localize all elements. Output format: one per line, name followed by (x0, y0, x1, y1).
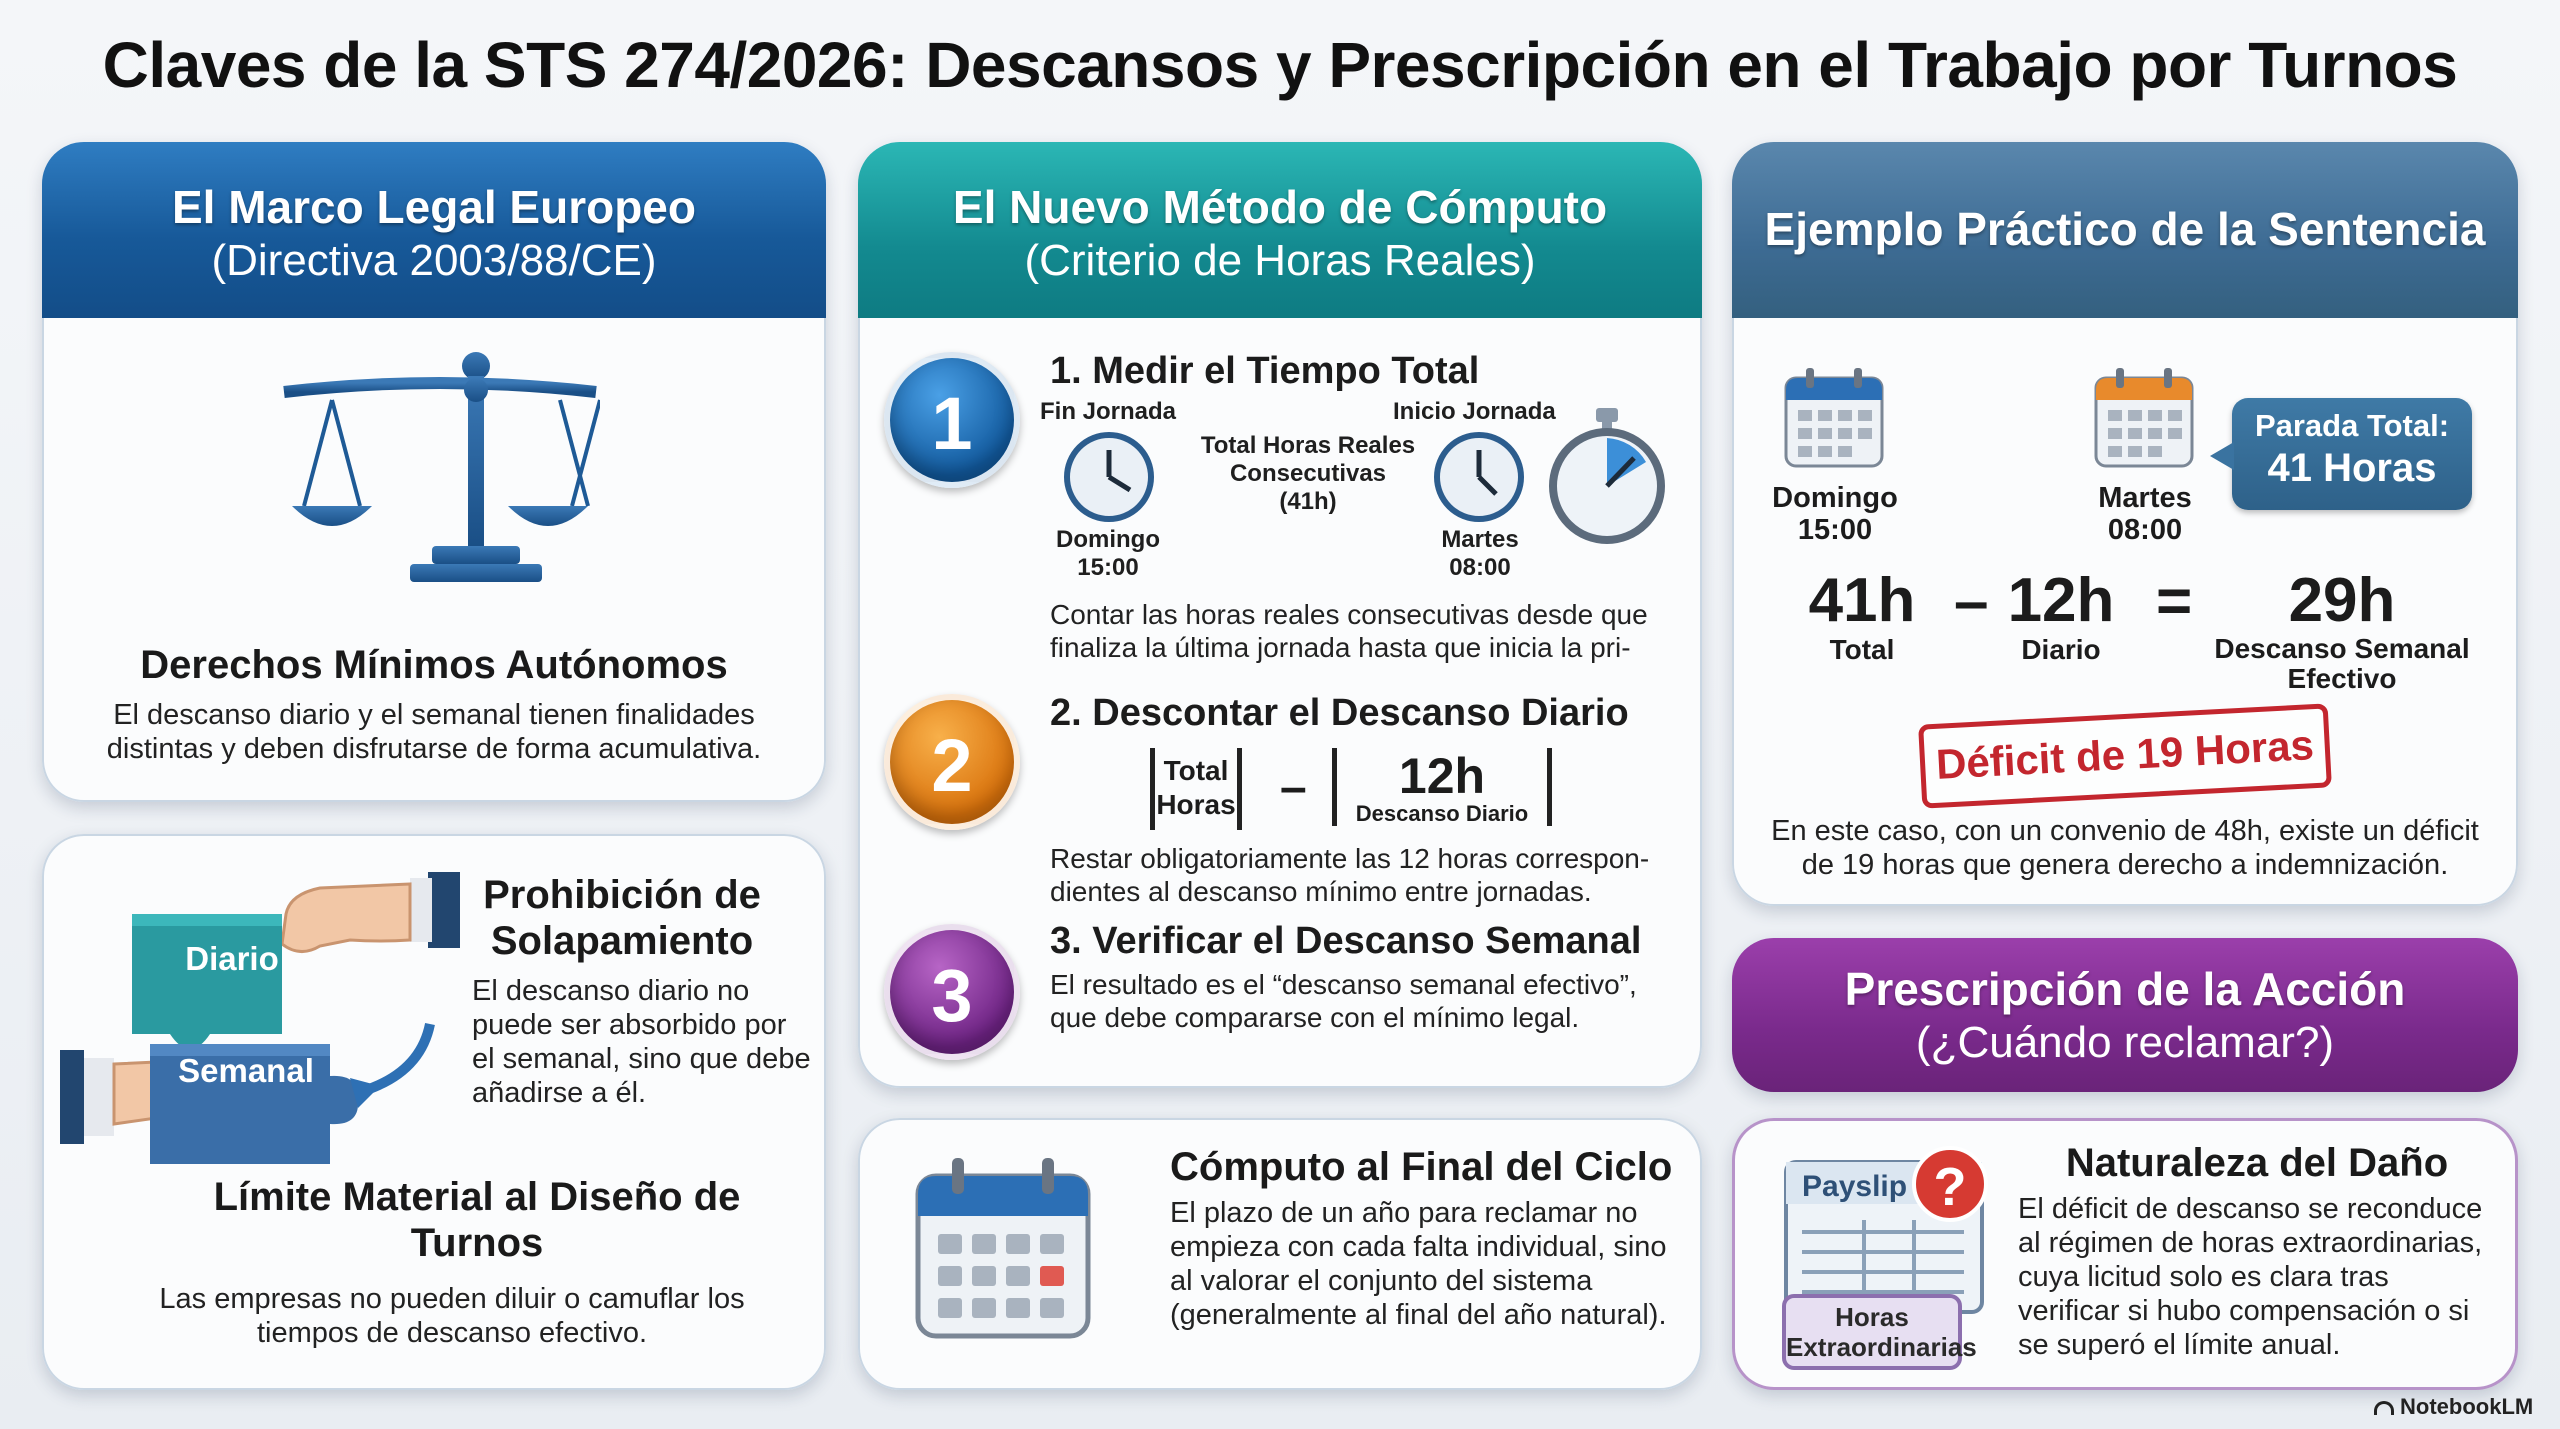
example-start (1752, 482, 1918, 546)
calendar-icon (908, 1154, 1098, 1344)
page-title: Claves de la STS 274/2026: Descansos y Prescripción en el Trabajo por Turnos (102, 29, 2458, 101)
example-end-day: Martes (2098, 482, 2192, 514)
card-prescription (1732, 938, 2518, 1092)
step-3-text: El resultado es el “descanso semanal efectivo”, que debe compararse con el mínimo legal. (1050, 969, 1637, 1033)
step-1-text: Contar las horas reales consecutivas desde que finaliza la última jornada hasta que inicia la pri- (1050, 599, 1648, 663)
equation-daily-value: 12h (2007, 566, 2115, 635)
daily-rest-label: Descanso Diario (1355, 801, 1529, 826)
card-heading: Límite Material al Diseño de Turnos (213, 1175, 741, 1265)
step-2-text: Restar obligatoriamente las 12 horas correspon-dientes al descanso mínimo entre jornadas. (1050, 843, 1650, 907)
example-end (2062, 482, 2228, 546)
card-text: El déficit de descanso se reconduce al régimen de horas extraordinarias, cuya licitud solo es clara tras verificar si hubo compensación o si se superó el límite anual. (2018, 1193, 2483, 1361)
card-text: En este caso, con un convenio de 48h, existe un déficit de 19 horas que genera derecho a indemnización. (1771, 815, 2479, 881)
brand-logo (2374, 1394, 2533, 1420)
end-day-time: 15:00 (1077, 554, 1139, 581)
start-shift-label: Inicio Jornada (1393, 398, 1556, 425)
equation-result-label: Descanso Semanal Efectivo (2214, 633, 2470, 694)
bracket-line-2: Horas (1156, 789, 1236, 820)
card-heading: Cómputo al Final del Ciclo (1170, 1145, 1673, 1189)
card-title: El Marco Legal Europeo (172, 181, 696, 233)
start-day-name: Martes (1441, 526, 1519, 553)
bubble-value: 41 Horas (2267, 446, 2437, 490)
card-title: El Nuevo Método de Cómputo (952, 181, 1608, 233)
stopwatch-icon (1546, 406, 1668, 546)
equation-equals: = (2156, 567, 2193, 636)
card-heading: Prohibición de Solapamiento (483, 873, 761, 963)
calendar-icon (2092, 366, 2196, 470)
example-start-time: 15:00 (1797, 514, 1873, 546)
card-title: Ejemplo Práctico de la Sentencia (1764, 203, 2486, 255)
step-3-title: 3. Verificar el Descanso Semanal (1050, 920, 1642, 962)
puzzle-piece-weekly: Semanal (178, 1052, 314, 1089)
equation-total-label: Total (1829, 634, 1895, 665)
card-text: El plazo de un año para reclamar no empieza con cada falta individual, sino al valorar el conjunto del sistema (generalmente al final del año natural). (1170, 1197, 1667, 1331)
total-hours-bracket (1150, 748, 1242, 830)
equation-daily (1986, 568, 2136, 666)
clock-icon (1432, 430, 1526, 524)
equation-minus: – (1954, 567, 1989, 636)
card-text: El descanso diario y el semanal tienen finalidades distintas y deben disfrutarse de forma acumulativa. (106, 699, 762, 765)
equation-result-value: 29h (2288, 566, 2396, 635)
step-1-title: 1. Medir el Tiempo Total (1050, 350, 1480, 392)
bracket-line-1: Total (1163, 755, 1229, 786)
minus-sign: – (1280, 761, 1307, 814)
daily-rest-hours: 12h (1398, 748, 1486, 804)
deficit-stamp: Déficit de 19 Horas (1918, 703, 2332, 808)
card-heading: Naturaleza del Daño (2065, 1141, 2449, 1185)
puzzle-hands-icon (50, 854, 470, 1164)
step-2-title: 2. Descontar el Descanso Diario (1050, 692, 1629, 734)
equation-total (1792, 568, 1932, 666)
bubble-pointer (2210, 442, 2234, 470)
total-stop-bubble (2232, 398, 2472, 510)
card-end-of-cycle (858, 1118, 1702, 1390)
scales-of-justice-icon (280, 346, 600, 586)
card-header (858, 142, 1702, 318)
equation-total-value: 41h (1808, 566, 1916, 635)
card-overlap-prohibition (42, 834, 826, 1390)
example-start-day: Domingo (1772, 482, 1898, 514)
clock-icon (1062, 430, 1156, 524)
bubble-label: Parada Total: (2254, 408, 2450, 443)
card-practical-example (1732, 142, 2518, 906)
card-new-method (858, 142, 1702, 1088)
calendar-icon (1782, 366, 1886, 470)
puzzle-piece-daily: Diario (185, 940, 279, 977)
end-shift-label: Fin Jornada (1040, 398, 1177, 425)
step-3-badge: 3 (884, 924, 1020, 1060)
question-mark-icon: ? (1933, 1157, 1967, 1217)
total-hours-label: Total Horas Reales Consecutivas (41h) (1200, 432, 1416, 515)
card-subtitle: (Directiva 2003/88/CE) (211, 236, 657, 285)
card-header (42, 142, 826, 318)
step-1-badge: 1 (884, 352, 1020, 488)
start-day (1410, 526, 1550, 582)
overtime-tag (1786, 1302, 1977, 1362)
card-text: El descanso diario no puede ser absorbido por el semanal, sino que debe añadirse a él. (472, 975, 811, 1109)
card-header (1732, 142, 2518, 318)
daily-rest-bracket (1332, 748, 1552, 826)
end-day (1038, 526, 1178, 582)
card-text: Las empresas no pueden diluir o camuflar los tiempos de descanso efectivo. (159, 1283, 745, 1349)
card-heading: Derechos Mínimos Autónomos (140, 643, 728, 687)
notebooklm-icon (2374, 1401, 2394, 1415)
equation-result (2202, 568, 2482, 694)
card-title: Prescripción de la Acción (1844, 963, 2406, 1015)
overtime-tag-line-1: Horas (1835, 1302, 1909, 1332)
step-2-badge: 2 (884, 694, 1020, 830)
card-subtitle: (Criterio de Horas Reales) (1024, 236, 1536, 285)
start-day-time: 08:00 (1449, 554, 1511, 581)
equation-daily-label: Diario (2021, 634, 2101, 665)
brand-name: NotebookLM (2400, 1394, 2534, 1419)
payslip-label: Payslip (1802, 1170, 1908, 1203)
card-damage-nature (1732, 1118, 2518, 1390)
overtime-tag-line-2: Extraordinarias (1786, 1332, 1977, 1362)
end-day-name: Domingo (1056, 526, 1160, 553)
example-end-time: 08:00 (2107, 514, 2183, 546)
card-subtitle: (¿Cuándo reclamar?) (1915, 1018, 2335, 1067)
card-header (1732, 938, 2518, 1092)
card-legal-framework (42, 142, 826, 802)
